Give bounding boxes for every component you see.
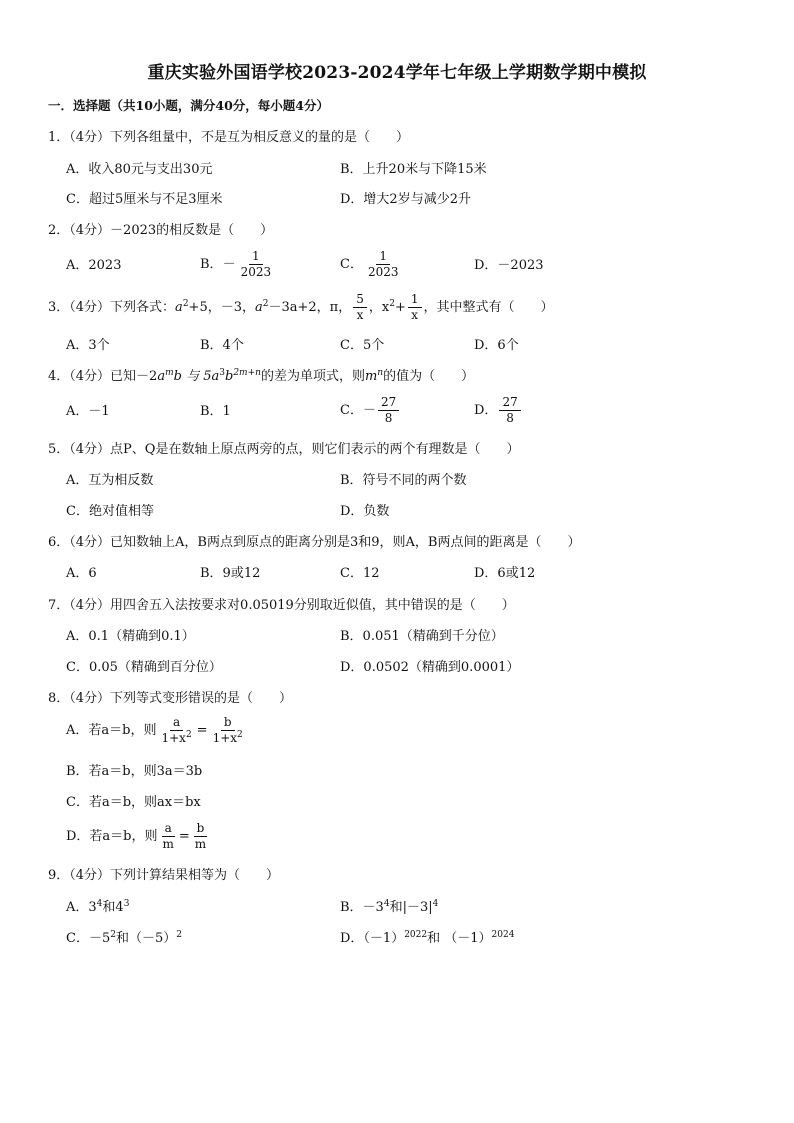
fraction (192, 822, 209, 851)
q3-option-c: C．5个 (340, 338, 385, 353)
q5-option-b: B．符号不同的两个数 (340, 473, 467, 488)
q7-option-d: D．0.0502（精确到0.0001） (340, 660, 520, 675)
question-8-stem: 8．（4分）下列等式变形错误的是（ ） (48, 691, 293, 706)
q9-option-d-mid: 和 （－1） (427, 931, 492, 946)
fraction (499, 396, 520, 425)
q2-option-d: D．－2023 (474, 258, 544, 273)
q2-option-c (340, 250, 404, 279)
q9-option-c (66, 931, 182, 947)
q4-option-b: B．1 (200, 404, 231, 419)
q2-option-a: A．2023 (66, 258, 122, 273)
var-x: x (381, 300, 390, 315)
exponent: 2 (110, 930, 116, 940)
q2-option-b (200, 250, 276, 279)
denominator: 8 (384, 411, 393, 425)
numerator: a (162, 822, 175, 837)
exponent: 3 (123, 899, 130, 909)
numerator: a (170, 716, 183, 731)
exponent: 4 (96, 899, 103, 909)
section-heading: 一．选择题（共10小题，满分40分，每小题4分） (48, 98, 329, 113)
fraction (353, 293, 367, 322)
var-a: a (254, 300, 263, 315)
exponent: 2024 (491, 930, 515, 940)
plus-sign: + (394, 300, 406, 315)
q4-option-c (340, 396, 401, 425)
q4-option-d-label: D． (474, 403, 498, 418)
minus-sign: － (362, 402, 376, 418)
q7-option-c: C．0.05（精确到百分位） (66, 660, 222, 675)
fraction (378, 396, 399, 425)
exponent: 4 (383, 899, 390, 909)
exponent: m (165, 368, 174, 378)
denominator: m (194, 837, 207, 851)
minus-sign: － (222, 256, 236, 272)
exponent: 2022 (404, 930, 428, 940)
var-b: b (225, 369, 234, 384)
denominator (210, 731, 246, 745)
equals-sign: = (196, 723, 208, 738)
q6-option-a: A．6 (66, 566, 97, 581)
exponent: 2 (237, 730, 243, 740)
exponent: 3 (219, 368, 225, 378)
numerator: b (194, 822, 208, 837)
numerator: 27 (378, 396, 399, 411)
exponent: 2 (176, 930, 182, 940)
q8-option-a (66, 716, 248, 745)
question-5-stem: 5．（4分）点P、Q是在数轴上原点两旁的点，则它们表示的两个有理数是（ ） (48, 442, 520, 457)
var-a: a (157, 369, 166, 384)
q2-option-c-label: C． (340, 257, 363, 272)
q3-suffix: ，其中整式有（ ） (423, 300, 554, 315)
fraction (158, 716, 194, 745)
denominator: x (411, 308, 419, 322)
numerator: 1 (249, 250, 263, 265)
q9-option-a-label: A．3 (66, 900, 97, 915)
q9-option-b (340, 900, 438, 916)
numerator: b (221, 716, 235, 731)
var-a: a (175, 300, 183, 315)
var-a: a (211, 369, 220, 384)
fraction (238, 250, 275, 279)
question-6-stem: 6．（4分）已知数轴上A，B两点到原点的距离分别是3和9，则A，B两点间的距离是（ ） (48, 535, 581, 550)
question-9-stem: 9．（4分）下列计算结果相等为（ ） (48, 868, 280, 883)
q3-expr: +5，－3， (188, 300, 255, 315)
q1-option-d: D．增大2岁与减少2升 (340, 192, 471, 207)
q9-option-a-mid: 和4 (102, 900, 124, 915)
denominator: x (356, 308, 364, 322)
exponent: 2m+n (233, 368, 261, 378)
q2-option-b-label: B． (200, 257, 223, 272)
q9-option-c-mid: 和（－5） (115, 931, 177, 946)
q3-option-a: A．3个 (66, 338, 110, 353)
q9-option-b-mid: 和|－3| (389, 900, 433, 915)
q3-option-b: B．4个 (200, 338, 244, 353)
q5-option-d: D．负数 (340, 504, 390, 519)
q8-option-c: C．若a＝b，则ax＝bx (66, 795, 201, 810)
q5-option-c: C．绝对值相等 (66, 504, 154, 519)
question-1-stem: 1．（4分）下列各组量中，不是互为相反意义的量的是（ ） (48, 130, 410, 145)
q4-mid: 的差为单项式，则 (260, 369, 365, 384)
q8-option-b: B．若a＝b，则3a＝3b (66, 764, 203, 779)
exponent: 2 (185, 730, 192, 740)
q4-option-c-label: C． (340, 403, 363, 418)
var-m: m (364, 369, 378, 384)
q6-option-b: B．9或12 (200, 566, 261, 581)
denominator-text: 1+x (212, 731, 238, 745)
fraction (365, 250, 402, 279)
exponent: 2 (182, 299, 189, 309)
exponent: n (377, 368, 384, 378)
exponent: 2 (389, 299, 395, 309)
q8-option-d-label: D．若a＝b，则 (66, 829, 158, 844)
numerator: 27 (499, 396, 520, 411)
fraction (210, 716, 246, 745)
question-3-stem (48, 293, 554, 322)
exponent: 4 (432, 899, 439, 909)
q9-option-a (66, 900, 129, 916)
question-2-stem: 2．（4分）－2023的相反数是（ ） (48, 223, 274, 238)
q4-prefix: 4．（4分）已知－2 (48, 369, 158, 384)
q3-option-d: D．6个 (474, 338, 519, 353)
denominator-text: 1+x (161, 731, 186, 745)
q3-prefix: 3．（4分）下列各式： (48, 300, 176, 315)
q1-option-c: C．超过5厘米与不足3厘米 (66, 192, 223, 207)
q8-option-d (66, 822, 211, 851)
separator: ， (368, 300, 382, 315)
q4-option-a: A．－1 (66, 404, 110, 419)
question-4-stem (48, 369, 474, 385)
question-7-stem: 7．（4分）用四舍五入法按要求对0.05019分别取近似值，其中错误的是（ ） (48, 598, 515, 613)
equals-sign: = (178, 829, 190, 844)
q6-option-c: C．12 (340, 566, 380, 581)
q1-option-b: B．上升20米与下降15米 (340, 162, 487, 177)
q3-expr: －3a+2，π， (268, 300, 352, 315)
numerator: 1 (408, 293, 422, 308)
q8-option-a-label: A．若a＝b，则 (66, 723, 157, 738)
q7-option-b: B．0.051（精确到千分位） (340, 629, 504, 644)
q6-option-d: D．6或12 (474, 566, 536, 581)
q4-suffix: 的值为（ ） (383, 369, 475, 384)
q9-option-c-label: C．－5 (66, 931, 111, 946)
page-title: 重庆实验外国语学校2023-2024学年七年级上学期数学期中模拟 (147, 63, 647, 83)
q4-option-d (474, 396, 523, 425)
q9-option-d-label: D．（－1） (340, 931, 405, 946)
denominator: 8 (506, 411, 514, 425)
numerator: 1 (376, 250, 390, 265)
fraction (408, 293, 422, 322)
q9-option-d (340, 931, 514, 947)
denominator: m (162, 837, 174, 851)
denominator (158, 731, 194, 745)
fraction (160, 822, 177, 851)
numerator: 5 (353, 293, 367, 308)
q5-option-a: A．互为相反数 (66, 473, 154, 488)
denominator: 2023 (367, 265, 399, 279)
q4-expr: b 与 5 (173, 369, 212, 384)
q7-option-a: A．0.1（精确到0.1） (66, 629, 195, 644)
exponent: 2 (262, 299, 269, 309)
q1-option-a: A．收入80元与支出30元 (66, 162, 213, 177)
denominator: 2023 (240, 265, 272, 279)
q9-option-b-label: B．－3 (340, 900, 384, 915)
